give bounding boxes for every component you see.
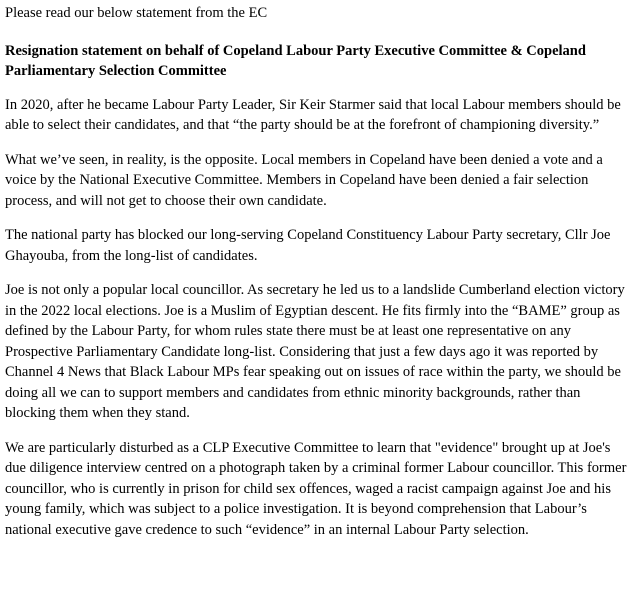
paragraph-blocked-secretary: The national party has blocked our long-serving Copeland Constituency Labour Party secretary, Cllr Joe Ghayouba, from the long-list of candidates. — [5, 227, 611, 264]
paragraph-evidence-concern: We are particularly disturbed as a CLP Executive Committee to learn that "evidence" brought up at Joe's due diligence interview centred on a photograph taken by a criminal former Labour councillor. This former councillor, who is currently in prison for child sex offences, waged a racist campaign against Joe and his young family, which was subject to a police investigation. It is beyond comprehension that Labour’s national executive gave credence to such “evidence” in an internal Labour Party selection. — [5, 439, 627, 538]
paragraph-starmer-pledge: In 2020, after he became Labour Party Leader, Sir Keir Starmer said that local Labour members should be able to select their candidates, and that “the party should be at the forefront of championing diversity.” — [5, 96, 621, 133]
statement-heading: Resignation statement on behalf of Copeland Labour Party Executive Committee & Copeland Parliamentary Selection Committee — [5, 42, 586, 79]
intro-text: Please read our below statement from the EC — [5, 5, 268, 21]
paragraph-denied-vote: What we’ve seen, in reality, is the opposite. Local members in Copeland have been denied a vote and a voice by the National Executive Committee. Members in Copeland have been denied a fair selection process, and will not get to choose their own candidate. — [5, 151, 603, 209]
paragraph-joe-background: Joe is not only a popular local councillor. As secretary he led us to a landslide Cumberland election victory in the 2022 local elections. Joe is a Muslim of Egyptian descent. He fits firmly into the “BAME” group as defined by the Labour Party, for whom rules state there must be at least one representative on any Prospective Parliamentary Candidate long-list. Considering that just a few days ago it was reported by Channel 4 News that Black Labour MPs fear speaking out on issues of race within the party, we should be doing all we can to support members and candidates from ethnic minority backgrounds, rather than blocking them when they stand. — [5, 282, 625, 421]
